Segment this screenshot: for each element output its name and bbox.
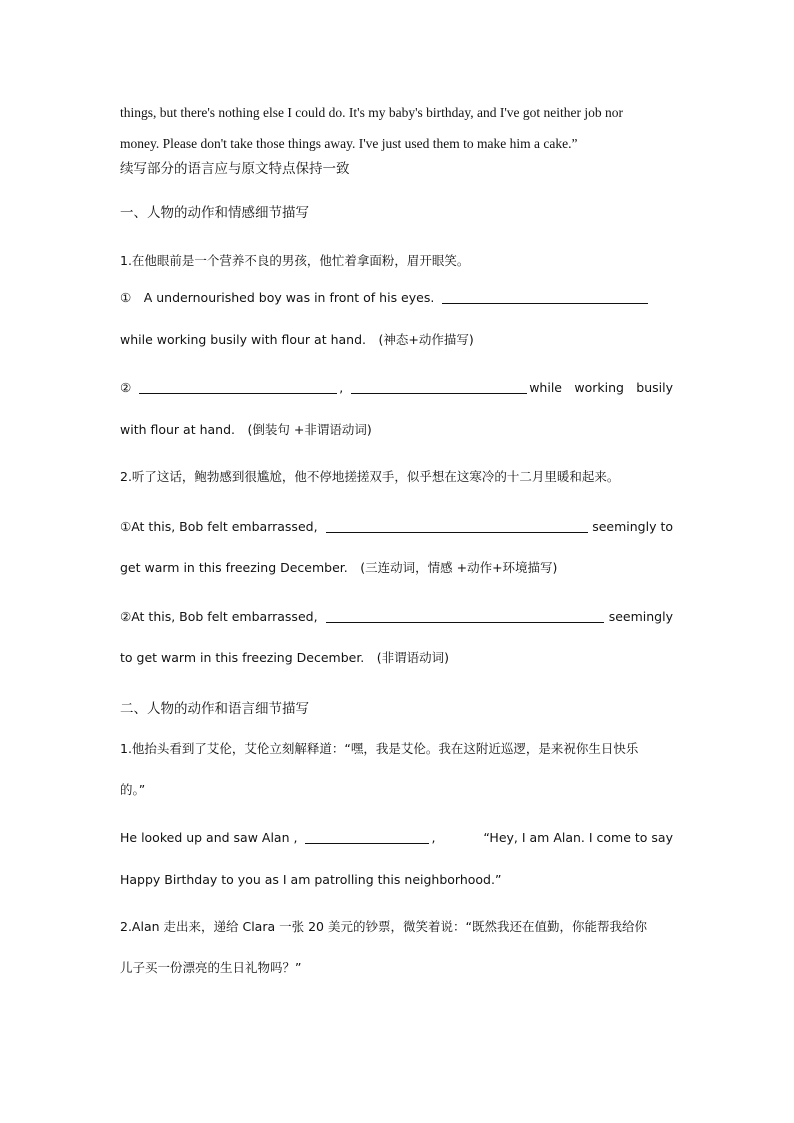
s1-q1-a1-lead: ① A undernourished boy was in front of his eyes. — [120, 290, 435, 305]
s2-q2-prompt-line-2: 儿子买一份漂亮的生日礼物吗？” — [120, 960, 302, 975]
s1-q2-prompt: 2.听了这话，鲍勃感到很尴尬，他不停地搓搓双手，似乎想在这寒冷的十二月里暖和起来。 — [120, 469, 620, 484]
s1-q2-a1-end: seemingly to — [592, 519, 673, 534]
s1-q1-a2-comma: , — [339, 380, 344, 395]
s1-q1-a2-blank-2[interactable] — [351, 392, 527, 394]
s1-q1-a2-end-a: while — [529, 380, 562, 395]
section-1-heading: 一、人物的动作和情感细节描写 — [120, 205, 309, 221]
continuation-note: 续写部分的语言应与原文特点保持一致 — [120, 161, 350, 177]
s1-q2-a2-tail: to get warm in this freezing December. (非谓语动词) — [120, 650, 450, 665]
s1-q2-answer-1 — [120, 518, 673, 536]
s2-q1-a-rest: “Hey, I am Alan. I come to say — [483, 830, 673, 845]
s1-q2-a1-lead: ①At this, Bob felt embarrassed, — [120, 519, 318, 534]
s1-q1-a2-tail: with flour at hand. (倒装句 +非谓语动词) — [120, 422, 372, 437]
s1-q1-a2-end-c: busily — [636, 380, 673, 395]
s2-q1-prompt-line-2: 的。” — [120, 782, 146, 797]
s2-q1-a-comma: , — [431, 830, 436, 845]
s1-q2-a1-tail: get warm in this freezing December. (三连动词，情感 +动作+环境描写) — [120, 560, 558, 575]
s2-q1-answer — [120, 829, 673, 847]
s1-q1-a1-blank[interactable] — [442, 302, 648, 304]
s2-q1-a-blank[interactable] — [305, 842, 429, 844]
s2-q2-prompt-line-1: 2.Alan 走出来，递给 Clara 一张 20 美元的钞票，微笑着说：“既然我还在值勤，你能帮我给你 — [120, 919, 647, 934]
s1-q1-answer-1 — [120, 289, 673, 307]
s1-q1-answer-2 — [120, 379, 673, 397]
s1-q2-a2-end: seemingly — [608, 609, 673, 624]
s1-q1-a2-end-b: working — [574, 380, 624, 395]
s1-q1-a2-blank-1[interactable] — [139, 392, 337, 394]
s1-q2-a2-blank[interactable] — [326, 621, 604, 623]
section-2-heading: 二、人物的动作和语言细节描写 — [120, 701, 309, 717]
s1-q2-a2-lead: ②At this, Bob felt embarrassed, — [120, 609, 318, 624]
s2-q1-a-lead: He looked up and saw Alan , — [120, 830, 298, 845]
s1-q2-answer-2 — [120, 608, 673, 626]
s1-q1-prompt: 1.在他眼前是一个营养不良的男孩，他忙着拿面粉，眉开眼笑。 — [120, 253, 470, 268]
s2-q1-a-tail: Happy Birthday to you as I am patrolling this neighborhood.” — [120, 872, 502, 887]
s1-q2-a1-blank[interactable] — [326, 531, 588, 533]
s1-q1-a2-mark: ② — [120, 380, 132, 395]
intro-line-2: money. Please don't take those things away. I've just used them to make him a cake.” — [120, 136, 578, 151]
s1-q1-a1-tail: while working busily with flour at hand. (神态+动作描写) — [120, 332, 474, 347]
intro-line-1: things, but there's nothing else I could do. It's my baby's birthday, and I've got neither job nor — [120, 105, 624, 120]
s2-q1-prompt-line-1: 1.他抬头看到了艾伦，艾伦立刻解释道：“嘿，我是艾伦。我在这附近巡逻，是来祝你生日快乐 — [120, 741, 639, 756]
